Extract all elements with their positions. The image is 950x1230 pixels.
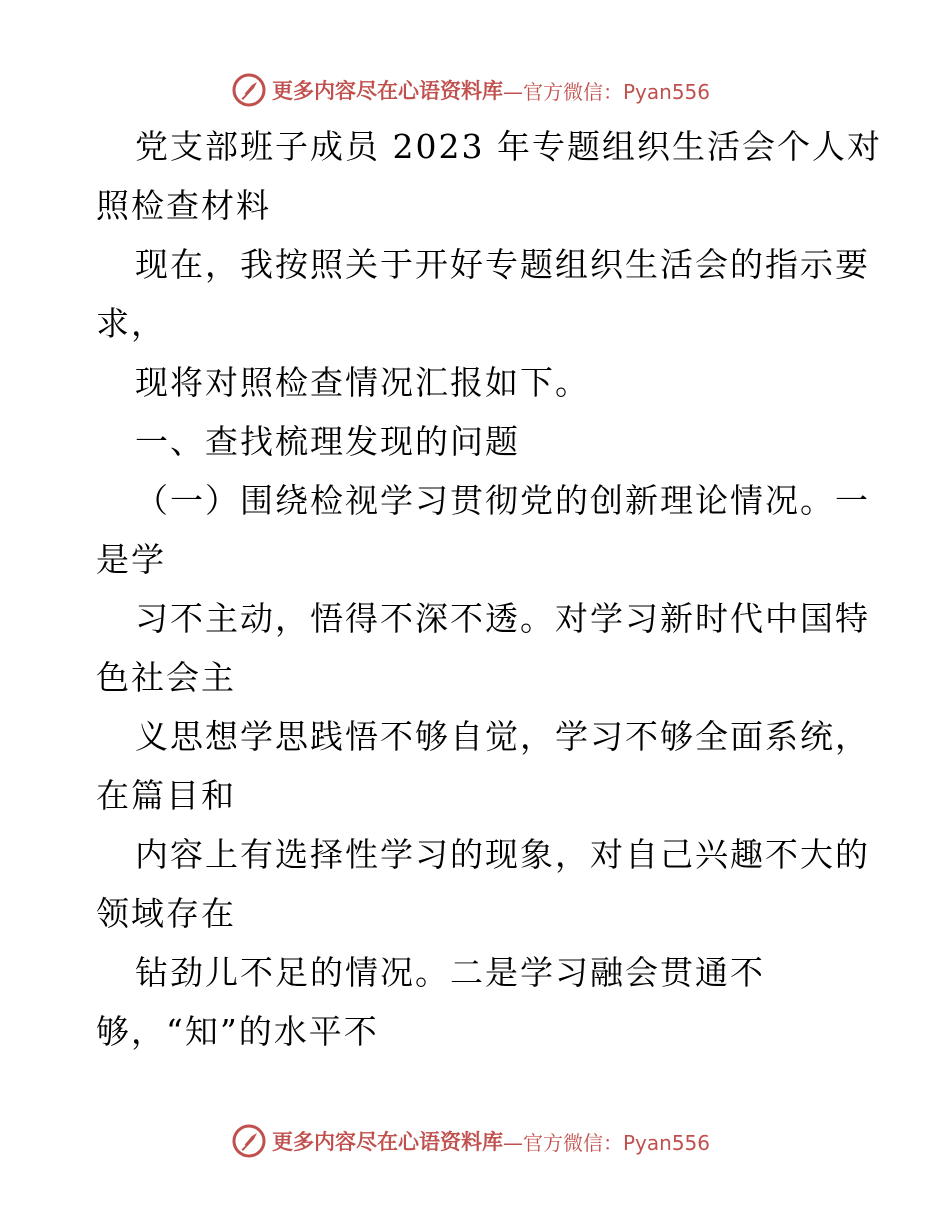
pen-nib-logo-icon [232,73,266,107]
pen-nib-logo-icon [232,1124,266,1158]
paragraph-line: 领域存在 [96,894,236,933]
paragraph-line: 钻劲儿不足的情况。二是学习融会贯通不 [135,953,765,992]
header-banner-brand: 更多内容尽在心语资料库 [272,78,503,103]
paragraph-line: 内容上有选择性学习的现象，对自己兴趣不大的 [135,835,870,874]
footer-banner [232,1123,710,1159]
paragraph-line: 现在，我按照关于开好专题组织生活会的指示要 [135,245,870,284]
paragraph-line: 义思想学思践悟不够自觉，学习不够全面系统， [135,717,870,756]
header-banner-contact: —官方微信：Pyan556 [503,79,711,104]
paragraph-line: （一）围绕检视学习贯彻党的创新理论情况。一 [135,481,870,520]
section-heading: 一、查找梳理发现的问题 [135,422,520,461]
paragraph-line: 是学 [96,540,166,579]
paragraph-line: 色社会主 [96,658,236,697]
header-banner [232,72,710,108]
title-line-1: 党支部班子成员 2023 年专题组织生活会个人对 [135,127,882,166]
footer-banner-brand: 更多内容尽在心语资料库 [272,1129,503,1154]
paragraph-line: 够，“知”的水平不 [96,1012,379,1051]
paragraph-line: 现将对照检查情况汇报如下。 [135,363,590,402]
paragraph-line: 求， [96,304,166,343]
title-line-2: 照检查材料 [96,186,271,225]
paragraph-line: 习不主动，悟得不深不透。对学习新时代中国特 [135,599,870,638]
paragraph-line: 在篇目和 [96,776,236,815]
footer-banner-contact: —官方微信：Pyan556 [503,1130,711,1155]
